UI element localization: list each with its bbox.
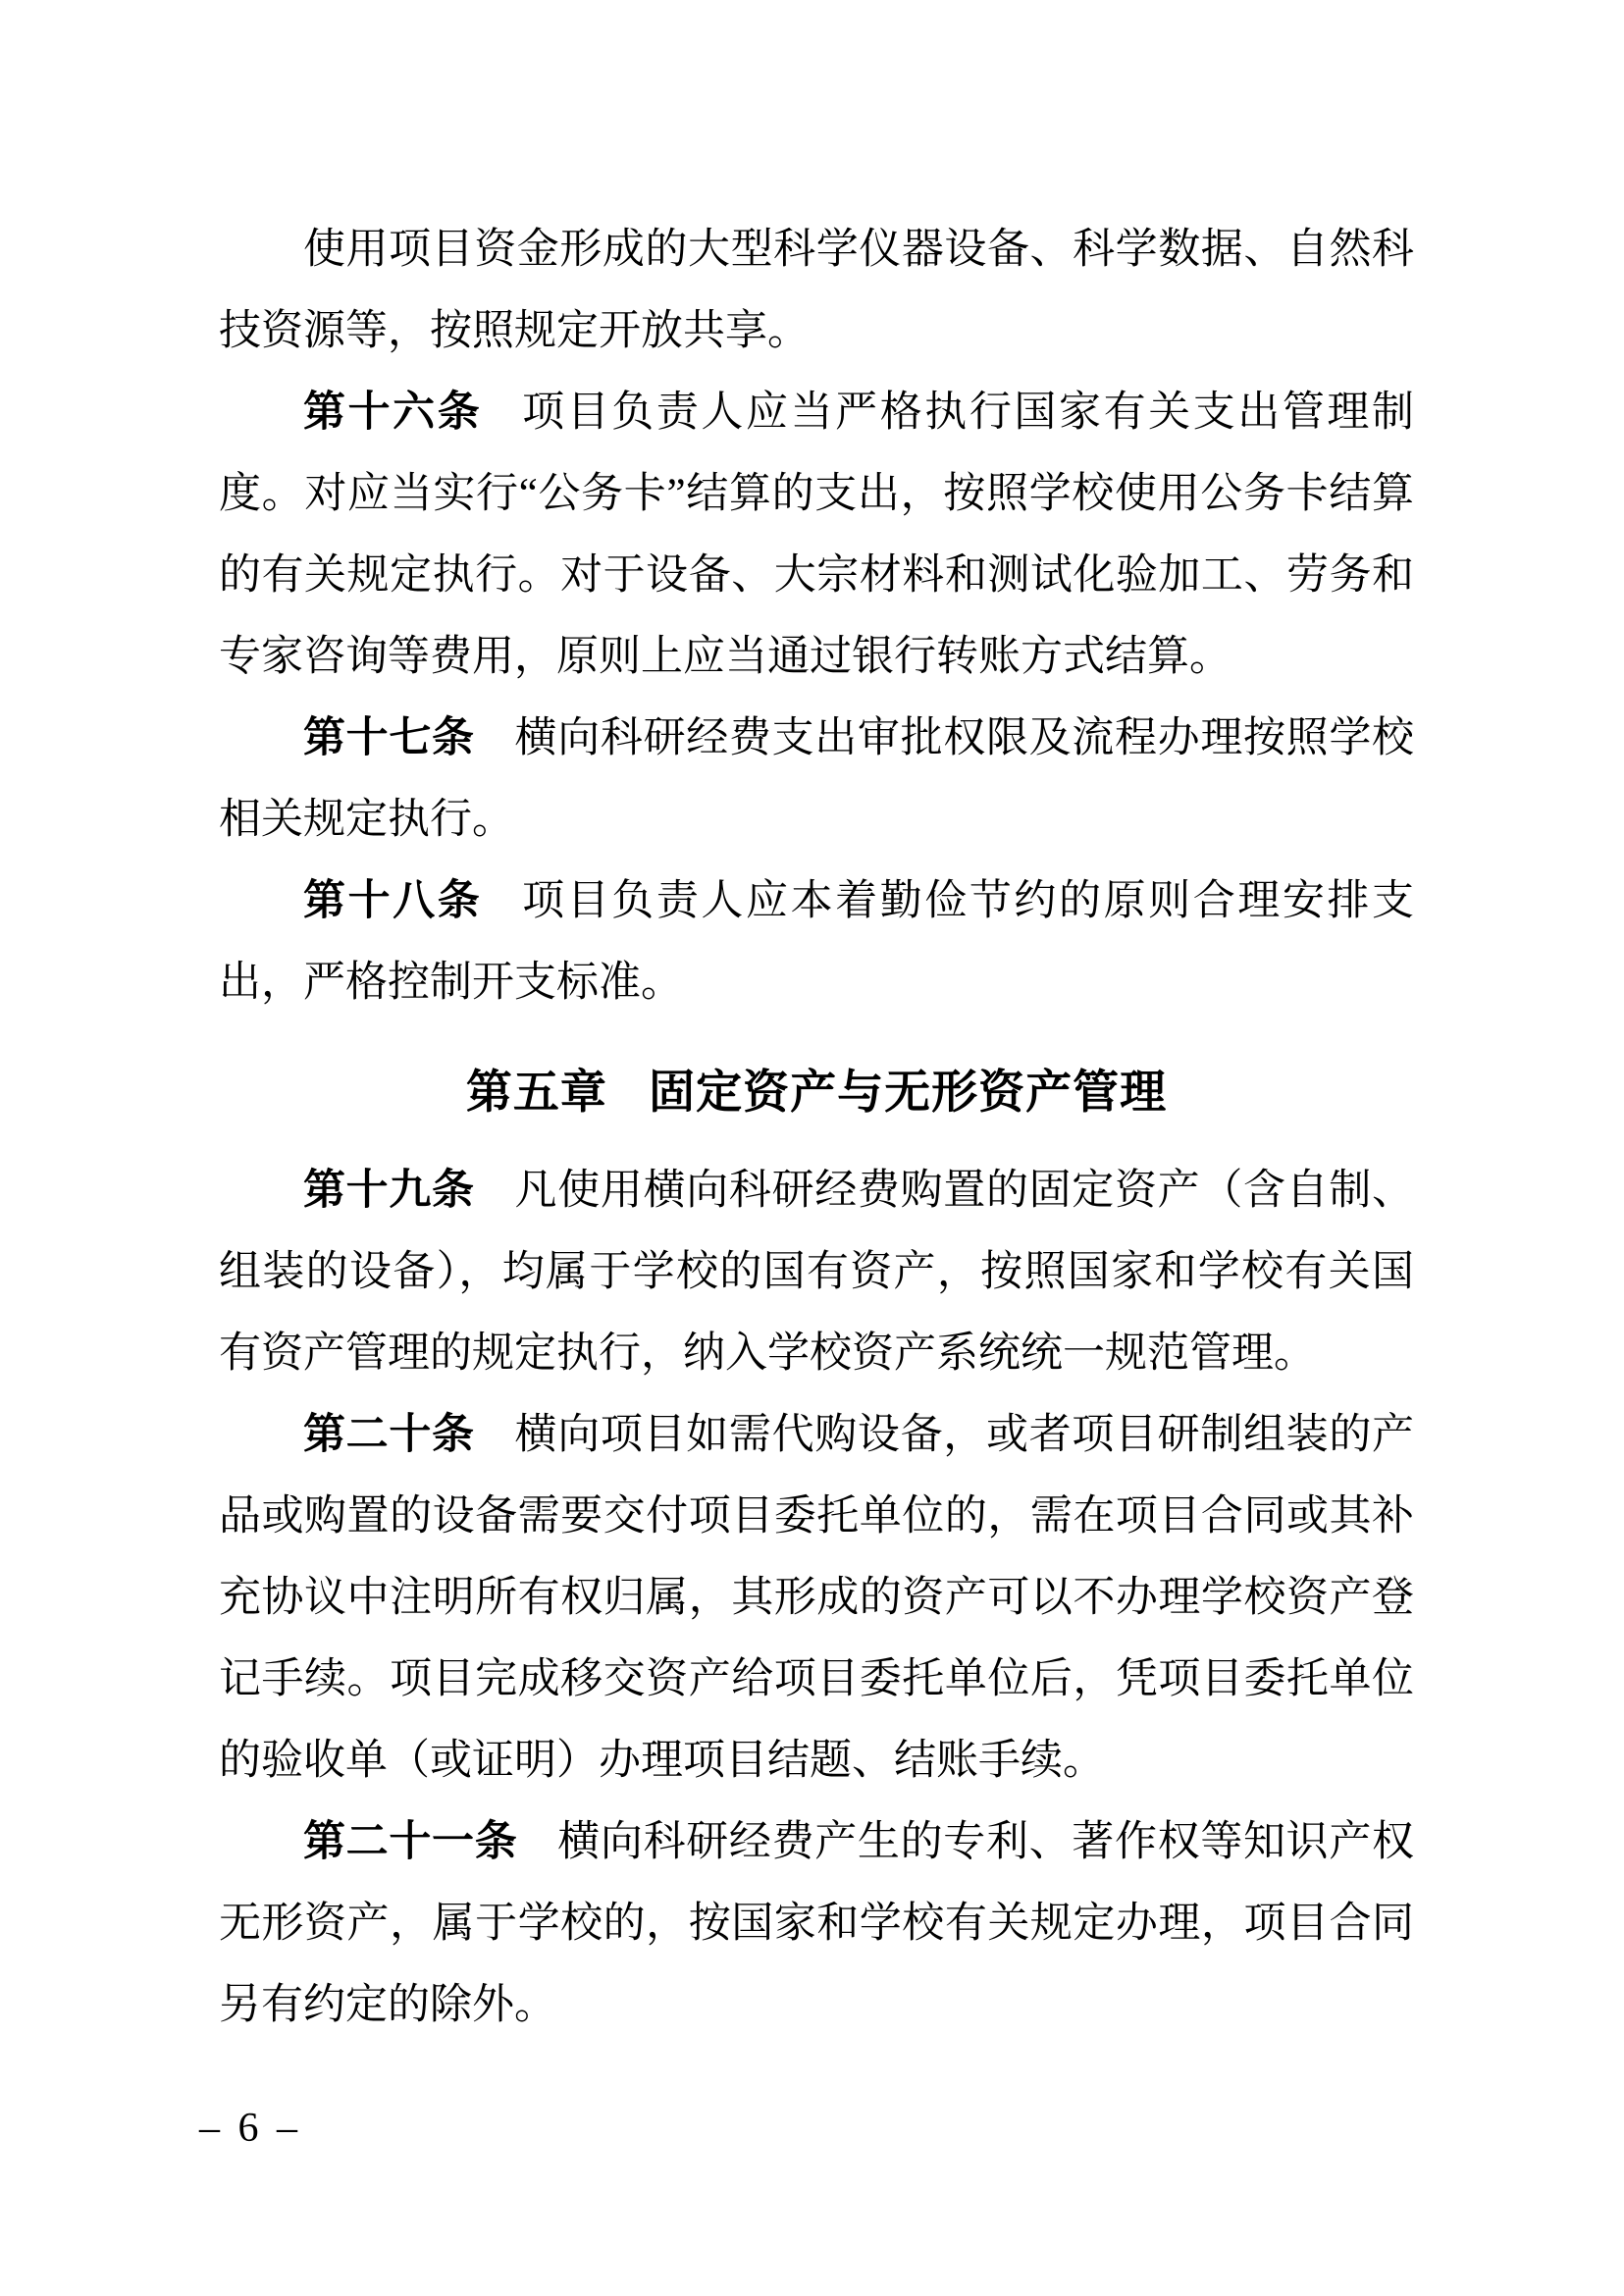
article-number-label: 第十八条: [303, 878, 483, 924]
article-text: 项目负责人应本着勤俭节约的原则合理安排支出，严格控制开支标准。: [219, 878, 1415, 1006]
article-text: 横向科研经费支出审批权限及流程办理按照学校相关规定执行。: [219, 715, 1415, 843]
document-body: [219, 209, 1414, 2046]
body-paragraph: [219, 209, 1414, 372]
article-text: 凡使用横向科研经费购置的固定资产（含自制、组装的设备），均属于学校的国有资产，按照国家和学校有关国有资产管理的规定执行，纳入学校资产系统统一规范管理。: [219, 1168, 1415, 1377]
article-text: 横向科研经费产生的专利、著作权等知识产权无形资产，属于学校的，按国家和学校有关规定办理，项目合同另有约定的除外。: [219, 1819, 1415, 2028]
article-paragraph: [219, 1150, 1414, 1394]
article-paragraph: [219, 1801, 1414, 2046]
article-number-label: 第十九条: [303, 1168, 475, 1214]
page-footer: [199, 2104, 297, 2153]
article-paragraph: [219, 372, 1414, 698]
chapter-title: 固定资产与无形资产管理: [649, 1066, 1168, 1118]
paragraph-text: 使用项目资金形成的大型科学仪器设备、科学数据、自然科技资源等，按照规定开放共享。: [219, 227, 1414, 354]
chapter-number: 第五章: [465, 1066, 607, 1118]
article-text: 横向项目如需代购设备，或者项目研制组装的产品或购置的设备需要交付项目委托单位的，需在项目合同或其补充协议中注明所有权归属，其形成的资产可以不办理学校资产登记手续。项目完成移交资产给项目委托单位后，凭项目委托单位的验收单（或证明）办理项目结题、结账手续。: [219, 1412, 1415, 1784]
article-paragraph: [219, 861, 1414, 1023]
chapter-heading: [219, 1051, 1414, 1132]
page-number: – 6 –: [199, 2106, 297, 2151]
article-number-label: 第二十条: [303, 1412, 475, 1458]
article-paragraph: [219, 1394, 1414, 1801]
article-paragraph: [219, 698, 1414, 861]
article-text: 项目负责人应当严格执行国家有关支出管理制度。对应当实行“公务卡”结算的支出，按照学校使用公务卡结算的有关规定执行。对于设备、大宗材料和测试化验加工、劳务和专家咨询等费用，原则上应当通过银行转账方式结算。: [219, 390, 1415, 680]
article-number-label: 第二十一条: [303, 1819, 518, 1865]
article-number-label: 第十七条: [303, 715, 475, 761]
article-number-label: 第十六条: [303, 390, 483, 436]
